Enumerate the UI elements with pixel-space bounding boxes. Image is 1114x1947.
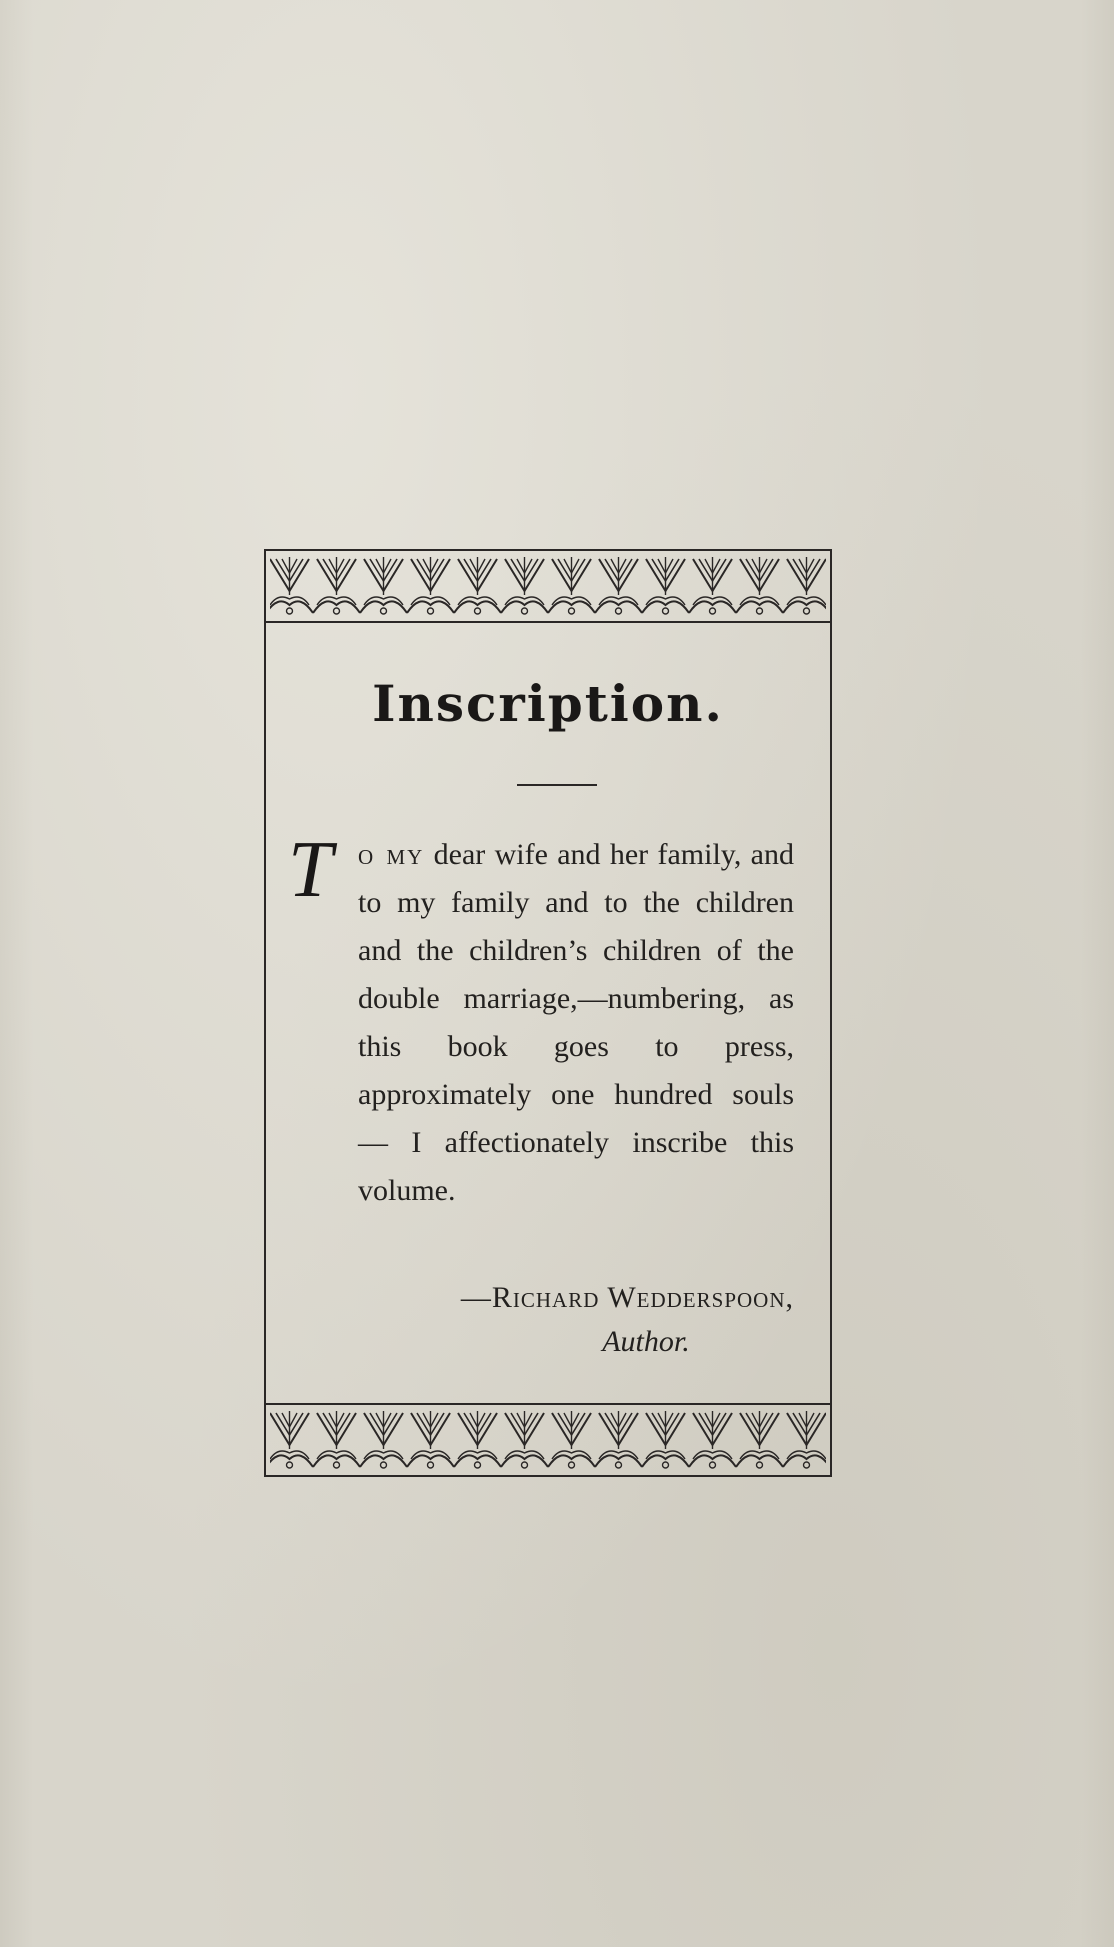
author-role: Author. [602, 1325, 690, 1358]
leaf-ornament-top [266, 551, 830, 621]
lead-smallcaps: o my [358, 838, 425, 871]
signature-block [358, 1276, 794, 1364]
drop-cap: T [288, 826, 333, 914]
inscription-body: dear wife and her family, and to my family and to the children and the children’s children of the double marriage,—numbering, as this book goes to press, approximately one hundred souls — I affectionately inscribe this volume. [358, 838, 794, 1207]
page-title: Inscription. [372, 674, 724, 733]
ornamental-border-top [266, 551, 830, 623]
inscription-text [288, 826, 794, 1215]
author-name: —Richard Wedderspoon, [460, 1281, 794, 1314]
leaf-ornament-bottom [266, 1405, 830, 1475]
ornamental-border-bottom [266, 1403, 830, 1475]
inscription-frame [264, 549, 832, 1477]
title-divider [517, 784, 597, 786]
